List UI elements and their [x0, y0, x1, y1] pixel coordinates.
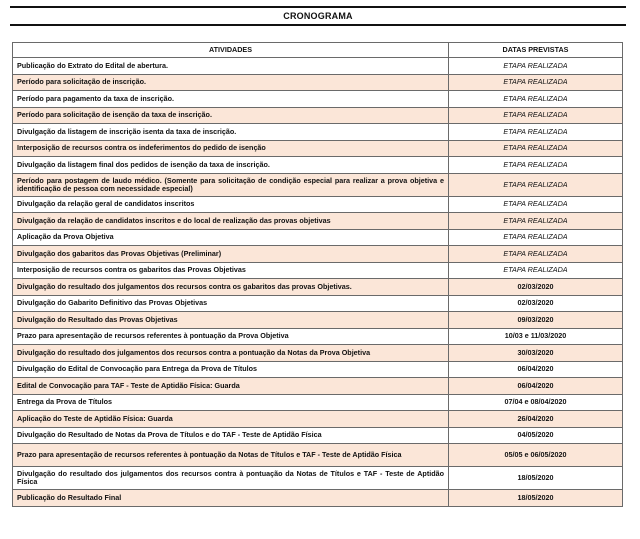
date-cell: 09/03/2020 [449, 312, 623, 329]
table-row [13, 295, 623, 312]
activity-cell: Período para solicitação de isenção da taxa de inscrição. [13, 107, 449, 124]
table-row [13, 58, 623, 75]
title-block [10, 6, 626, 26]
table-row [13, 312, 623, 329]
date-cell: ETAPA REALIZADA [449, 213, 623, 230]
table-row [13, 394, 623, 411]
table-row [13, 262, 623, 279]
activity-cell: Divulgação da relação de candidatos inscritos e do local de realização das provas objetivas [13, 213, 449, 230]
activity-cell: Divulgação do resultado dos julgamentos dos recursos contra à pontuação da Notas de Títulos e TAF - Teste de Aptidão Física [13, 467, 449, 490]
table-row [13, 124, 623, 141]
activity-cell: Prazo para apresentação de recursos referentes à pontuação da Prova Objetiva [13, 328, 449, 345]
activity-cell: Período para solicitação de inscrição. [13, 74, 449, 91]
activity-cell: Divulgação do resultado dos julgamentos dos recursos contra a pontuação da Notas da Prova Objetiva [13, 345, 449, 362]
activity-cell: Divulgação do Edital de Convocação para Entrega da Prova de Títulos [13, 361, 449, 378]
date-cell: 30/03/2020 [449, 345, 623, 362]
date-cell: ETAPA REALIZADA [449, 124, 623, 141]
table-row [13, 378, 623, 395]
date-cell: ETAPA REALIZADA [449, 196, 623, 213]
activity-cell: Divulgação do Gabarito Definitivo das Provas Objetivas [13, 295, 449, 312]
date-cell: ETAPA REALIZADA [449, 58, 623, 75]
date-cell: 07/04 e 08/04/2020 [449, 394, 623, 411]
date-cell: 18/05/2020 [449, 467, 623, 490]
table-row [13, 328, 623, 345]
table-row [13, 427, 623, 444]
date-cell: ETAPA REALIZADA [449, 91, 623, 108]
date-cell: 06/04/2020 [449, 361, 623, 378]
activity-cell: Aplicação da Prova Objetiva [13, 229, 449, 246]
activity-cell: Divulgação da relação geral de candidatos inscritos [13, 196, 449, 213]
table-row [13, 196, 623, 213]
table-row [13, 279, 623, 296]
date-cell: ETAPA REALIZADA [449, 246, 623, 263]
table-row [13, 490, 623, 507]
table-row [13, 361, 623, 378]
activity-cell: Divulgação da listagem de inscrição isenta da taxa de inscrição. [13, 124, 449, 141]
date-cell: 05/05 e 06/05/2020 [449, 444, 623, 467]
date-cell: 10/03 e 11/03/2020 [449, 328, 623, 345]
activity-cell: Edital de Convocação para TAF - Teste de Aptidão Física: Guarda [13, 378, 449, 395]
activity-cell: Entrega da Prova de Títulos [13, 394, 449, 411]
date-cell: ETAPA REALIZADA [449, 140, 623, 157]
activity-cell: Prazo para apresentação de recursos referentes à pontuação da Notas de Títulos e TAF - Teste de Aptidão Física [13, 444, 449, 467]
date-cell: 02/03/2020 [449, 279, 623, 296]
table-row [13, 444, 623, 467]
date-cell: ETAPA REALIZADA [449, 107, 623, 124]
schedule-table [12, 42, 623, 507]
table-row [13, 173, 623, 196]
activity-cell: Divulgação do Resultado de Notas da Prova de Títulos e do TAF - Teste de Aptidão Física [13, 427, 449, 444]
date-cell: 04/05/2020 [449, 427, 623, 444]
activity-cell: Divulgação do resultado dos julgamentos dos recursos contra os gabaritos das provas Objetivas. [13, 279, 449, 296]
table-row [13, 213, 623, 230]
date-cell: ETAPA REALIZADA [449, 229, 623, 246]
activity-cell: Interposição de recursos contra os gabaritos das Provas Objetivas [13, 262, 449, 279]
date-cell: 26/04/2020 [449, 411, 623, 428]
table-header-row [13, 43, 623, 58]
date-cell: 02/03/2020 [449, 295, 623, 312]
table-row [13, 229, 623, 246]
date-cell: 06/04/2020 [449, 378, 623, 395]
activity-cell: Divulgação dos gabaritos das Provas Objetivas (Preliminar) [13, 246, 449, 263]
activity-cell: Divulgação da listagem final dos pedidos de isenção da taxa de inscrição. [13, 157, 449, 174]
activities-header: ATIVIDADES [13, 43, 449, 58]
table-row [13, 140, 623, 157]
activity-cell: Publicação do Extrato do Edital de abertura. [13, 58, 449, 75]
table-row [13, 411, 623, 428]
date-cell: ETAPA REALIZADA [449, 74, 623, 91]
dates-header: DATAS PREVISTAS [449, 43, 623, 58]
table-row [13, 157, 623, 174]
date-cell: ETAPA REALIZADA [449, 157, 623, 174]
page-title: CRONOGRAMA [283, 11, 353, 21]
table-row [13, 107, 623, 124]
date-cell: 18/05/2020 [449, 490, 623, 507]
table-row [13, 246, 623, 263]
activity-cell: Divulgação do Resultado das Provas Objetivas [13, 312, 449, 329]
table-row [13, 91, 623, 108]
schedule-body [13, 58, 623, 507]
bottom-rule [10, 24, 626, 26]
activity-cell: Período para postagem de laudo médico. (Somente para solicitação de condição especial para realizar a prova objetiva e identificação de pessoa com necessidade especial) [13, 173, 449, 196]
activity-cell: Período para pagamento da taxa de inscrição. [13, 91, 449, 108]
table-row [13, 74, 623, 91]
date-cell: ETAPA REALIZADA [449, 173, 623, 196]
table-row [13, 467, 623, 490]
date-cell: ETAPA REALIZADA [449, 262, 623, 279]
table-row [13, 345, 623, 362]
activity-cell: Publicação do Resultado Final [13, 490, 449, 507]
activity-cell: Aplicação do Teste de Aptidão Física: Guarda [13, 411, 449, 428]
activity-cell: Interposição de recursos contra os indeferimentos do pedido de isenção [13, 140, 449, 157]
